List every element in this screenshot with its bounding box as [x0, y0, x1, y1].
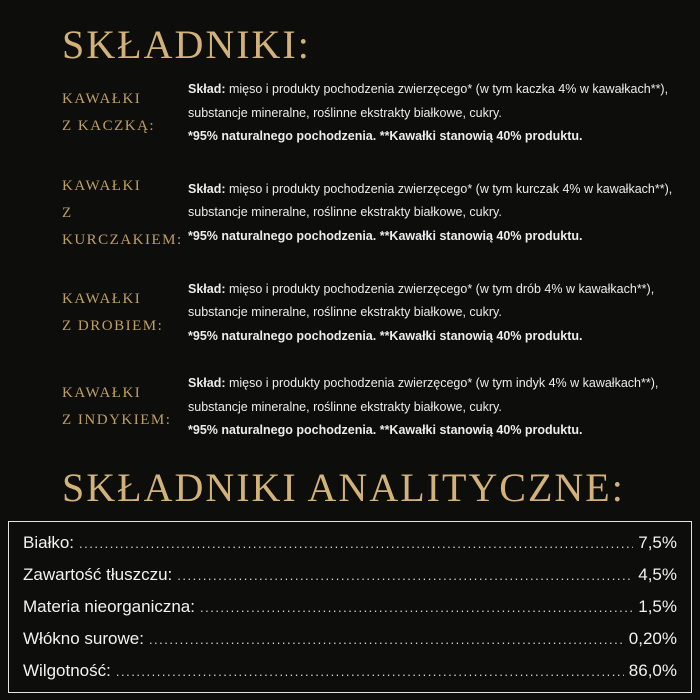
analytical-row-value: 7,5% [638, 532, 677, 552]
analytical-row-value: 4,5% [638, 564, 677, 584]
composition-line3: *95% naturalnego pochodzenia. **Kawałki stanowią 40% produktu. [188, 129, 583, 143]
composition-line3: *95% naturalnego pochodzenia. **Kawałki stanowią 40% produktu. [188, 328, 583, 343]
composition-text-duck [188, 78, 690, 149]
analytical-row-label: Materia nieorganiczna: [23, 596, 195, 616]
composition-text-poultry [188, 278, 690, 349]
analytical-row-value: 1,5% [638, 596, 677, 616]
composition-prefix: Skład: [188, 376, 226, 390]
variant-label-line2: Z DROBIEM: [62, 317, 164, 334]
variant-label-line2: Z KACZKĄ: [62, 118, 156, 135]
composition-prefix: Skład: [188, 181, 226, 196]
composition-line1 [188, 372, 690, 396]
composition-text-turkey [188, 372, 690, 443]
analytical-row-label: Wilgotność: [23, 660, 111, 680]
composition-line1 [188, 278, 690, 302]
dot-leader [116, 655, 624, 687]
variant-label-line1: KAWAŁKI [62, 290, 142, 307]
variant-label-duck [62, 86, 188, 140]
analytical-title: SKŁADNIKI ANALITYCZNE: [62, 464, 625, 510]
analytical-row-fat [23, 559, 677, 591]
analytical-box [8, 521, 692, 693]
dot-leader [149, 623, 624, 655]
dot-leader [79, 527, 633, 559]
variant-label-turkey [62, 380, 188, 434]
ingredient-block-poultry [62, 278, 690, 349]
dot-leader [200, 591, 633, 623]
analytical-row-label: Włókno surowe: [23, 628, 144, 648]
composition-line2: substancje mineralne, roślinne ekstrakty białkowe, cukry. [188, 399, 502, 414]
variant-label-line1: KAWAŁKI [62, 91, 142, 108]
analytical-row-crude-fiber [23, 623, 677, 655]
composition-line1-rest: mięso i produkty pochodzenia zwierzęcego* (w tym kurczak 4% w kawałkach**), [225, 181, 673, 196]
analytical-row-protein [23, 527, 677, 559]
variant-label-line1: KAWAŁKI [62, 385, 142, 402]
variant-label-line1: KAWAŁKI [62, 177, 142, 194]
composition-line1 [188, 178, 690, 202]
analytical-row-moisture [23, 655, 677, 687]
composition-line2: substancje mineralne, roślinne ekstrakty białkowe, cukry. [188, 305, 502, 319]
analytical-row-label: Białko: [23, 532, 75, 552]
composition-line1-rest: mięso i produkty pochodzenia zwierzęcego* (w tym drób 4% w kawałkach**), [225, 281, 655, 296]
variant-label-poultry [62, 286, 188, 340]
composition-text-chicken [188, 178, 690, 249]
ingredient-block-turkey [62, 372, 690, 443]
ingredients-title: SKŁADNIKI: [62, 22, 311, 67]
ingredient-block-chicken [62, 173, 690, 254]
composition-line3: *95% naturalnego pochodzenia. **Kawałki stanowią 40% produktu. [188, 423, 583, 437]
analytical-row-value: 86,0% [628, 660, 677, 680]
variant-label-line2: Z INDYKIEM: [62, 412, 172, 429]
composition-line1-rest: mięso i produkty pochodzenia zwierzęcego* (w tym indyk 4% w kawałkach**), [225, 376, 659, 390]
analytical-row-value: 0,20% [628, 628, 677, 648]
ingredient-blocks [0, 78, 700, 443]
ingredient-block-duck [62, 78, 690, 149]
dot-leader [177, 559, 633, 591]
composition-prefix: Skład: [188, 281, 226, 296]
composition-line1-rest: mięso i produkty pochodzenia zwierzęcego* (w tym kaczka 4% w kawałkach**), [225, 82, 669, 96]
analytical-row-inorganic-matter [23, 591, 677, 623]
variant-label-line2: Z KURCZAKIEM: [62, 204, 183, 248]
composition-line2: substancje mineralne, roślinne ekstrakty białkowe, cukry. [188, 205, 502, 220]
analytical-row-label: Zawartość tłuszczu: [23, 564, 173, 584]
composition-line1 [188, 78, 690, 102]
variant-label-chicken [62, 173, 188, 254]
composition-prefix: Skład: [188, 82, 226, 96]
composition-line3: *95% naturalnego pochodzenia. **Kawałki stanowią 40% produktu. [188, 228, 583, 243]
composition-line2: substancje mineralne, roślinne ekstrakty białkowe, cukry. [188, 105, 502, 120]
